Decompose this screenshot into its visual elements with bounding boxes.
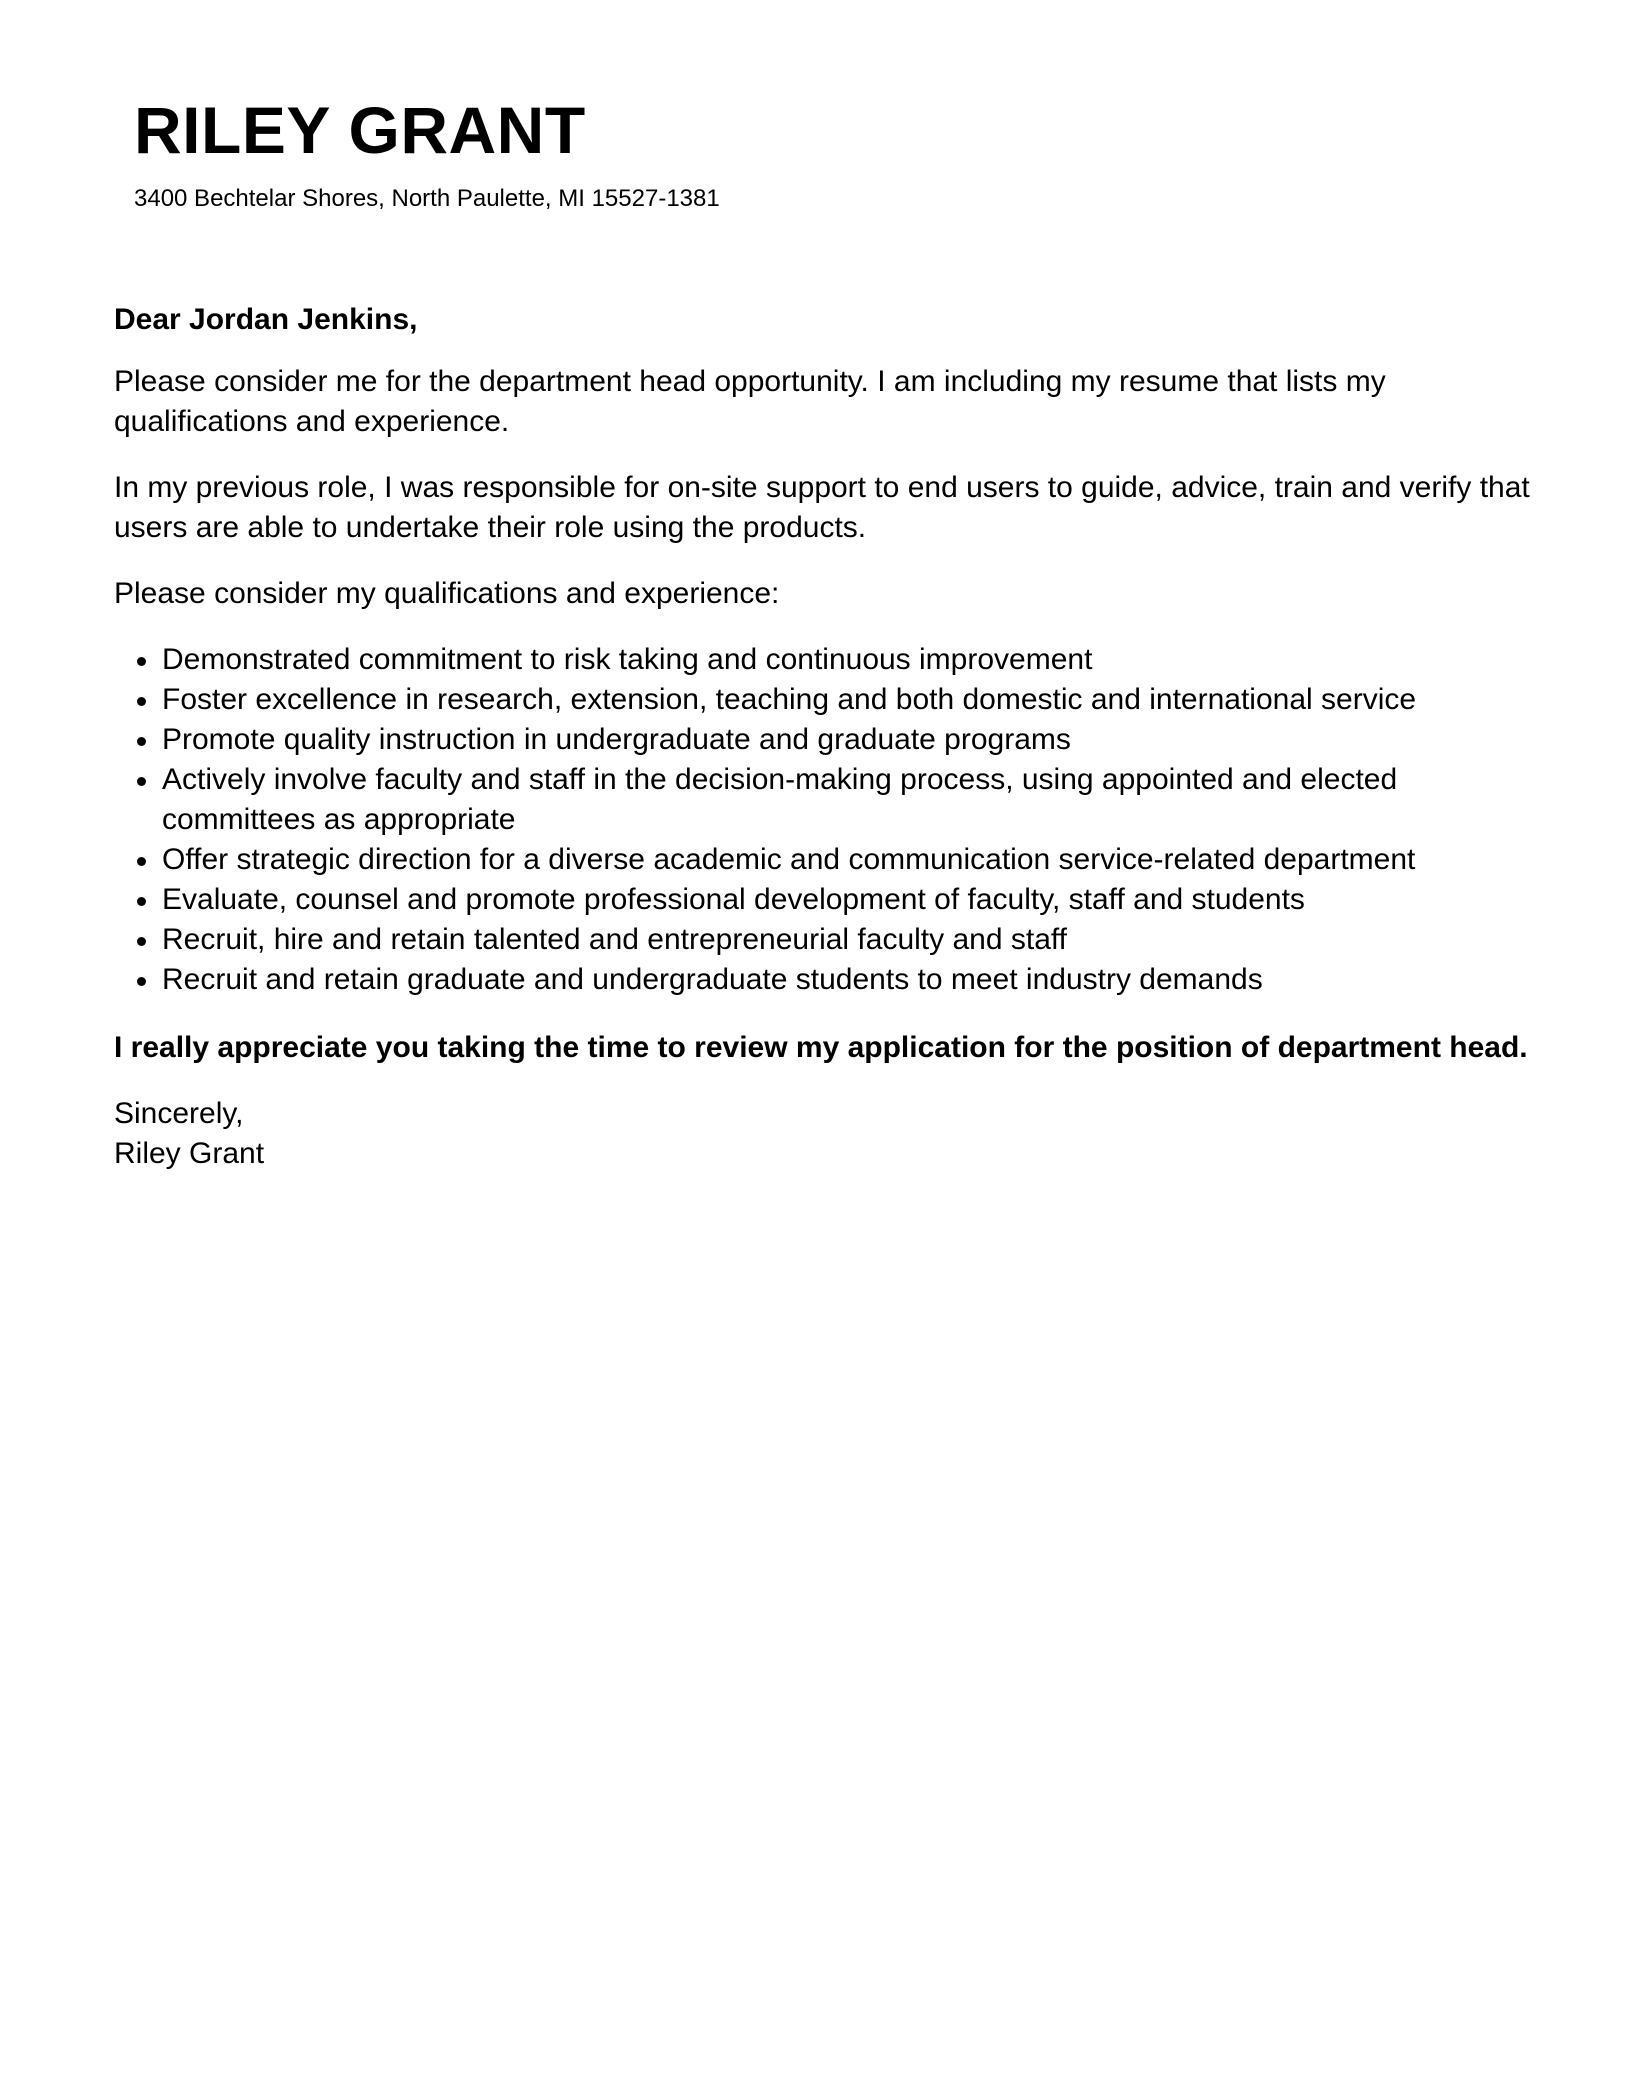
qualifications-list	[114, 640, 1534, 1000]
experience-paragraph: In my previous role, I was responsible for on-site support to end users to guide, advice, train and verify that users are able to undertake their role using the products.	[114, 471, 1530, 544]
intro-paragraph: Please consider me for the department head opportunity. I am including my resume that lists my qualifications and experience.	[114, 365, 1386, 438]
list-item: Recruit and retain graduate and undergraduate students to meet industry demands	[114, 960, 1534, 1000]
letter-body	[114, 300, 1534, 1174]
list-item: Promote quality instruction in undergraduate and graduate programs	[114, 720, 1534, 760]
list-item: Evaluate, counsel and promote professional development of faculty, staff and students	[114, 880, 1534, 920]
letter-header	[134, 90, 720, 214]
applicant-name: RILEY GRANT	[134, 93, 586, 167]
qualifications-intro: Please consider my qualifications and experience:	[114, 577, 780, 610]
list-item: Actively involve faculty and staff in the decision-making process, using appointed and elected committees as appropriate	[114, 760, 1534, 840]
list-item: Foster excellence in research, extension, teaching and both domestic and international service	[114, 680, 1534, 720]
applicant-address: 3400 Bechtelar Shores, North Paulette, MI 15527-1381	[134, 185, 720, 212]
closing-statement: I really appreciate you taking the time to review my application for the position of department head.	[114, 1031, 1528, 1064]
signoff: Sincerely,	[114, 1097, 244, 1130]
list-item: Offer strategic direction for a diverse academic and communication service-related department	[114, 840, 1534, 880]
list-item: Demonstrated commitment to risk taking and continuous improvement	[114, 640, 1534, 680]
salutation: Dear Jordan Jenkins,	[114, 303, 418, 336]
signature-name: Riley Grant	[114, 1137, 265, 1170]
list-item: Recruit, hire and retain talented and entrepreneurial faculty and staff	[114, 920, 1534, 960]
